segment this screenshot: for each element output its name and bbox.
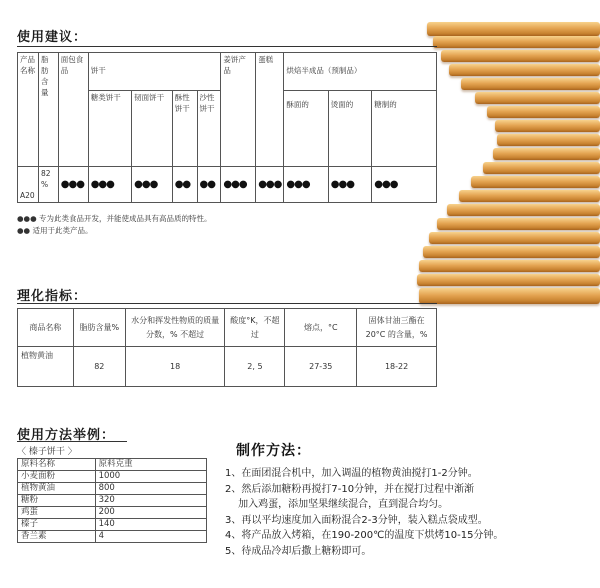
- header-scalded-dough: 烫面的: [328, 91, 371, 167]
- title-underline: [17, 46, 437, 47]
- header-baked-semi: 烘焙半成品（预制品）: [284, 53, 437, 91]
- header-ingredient-name: 原料名称: [18, 459, 96, 471]
- header-fat-content: 脂肪含量: [38, 53, 58, 167]
- solid-triglyceride-cell: 18-22: [357, 347, 437, 387]
- table-row: [18, 495, 207, 507]
- rating-dots-ginger-biscuit: ●●●: [221, 167, 256, 203]
- rating-dots-sugar-biscuit: ●●●: [88, 167, 131, 203]
- ingredient-weight: 800: [95, 483, 206, 495]
- ingredient-weight: 1000: [95, 471, 206, 483]
- recipe-name: 〈 榛子饼干 〉: [17, 447, 77, 457]
- melting-point-cell: 27-35: [285, 347, 357, 387]
- rating-dots-sugar-made: ●●●: [372, 167, 437, 203]
- ingredient-weight: 140: [95, 519, 206, 531]
- usage-suggestion-title: 使用建议：: [17, 30, 88, 45]
- rating-dots-cake: ●●●: [256, 167, 284, 203]
- header-sandy-biscuit: 沙性饼干: [197, 91, 221, 167]
- ingredient-weight: 4: [95, 531, 206, 543]
- ingredient-weight: 200: [95, 507, 206, 519]
- rating-dots-bread: ●●●: [58, 167, 88, 203]
- method-step: 4、将产品放入烤箱，在190-200℃的温度下烘烤10-15分钟。: [225, 530, 504, 541]
- method-step: 加入鸡蛋，添加坚果继续混合，直到混合均匀。: [225, 499, 449, 510]
- method-steps: [225, 466, 595, 559]
- legend-note-two-dots: ●● 适用于此类产品。: [17, 226, 93, 235]
- method-step: 1、在面团混合机中，加入调温的植物黄油搅打1-2分钟。: [225, 468, 478, 479]
- acidity-cell: 2, 5: [225, 347, 285, 387]
- title-underline: [17, 303, 437, 304]
- header-sugar-biscuit: 糖类饼干: [88, 91, 131, 167]
- ingredient-name: 鸡蛋: [18, 507, 96, 519]
- header-solid-triglyceride: 固体甘油三酯在 20°C 的含量，%: [357, 309, 437, 347]
- header-ingredient-weight: 原料克重: [95, 459, 206, 471]
- header-hard-biscuit: 韧面饼干: [132, 91, 173, 167]
- rating-dots-hard-biscuit: ●●●: [132, 167, 173, 203]
- ingredient-name: 榛子: [18, 519, 96, 531]
- header-product-name: 产品名称: [18, 53, 39, 167]
- rating-dots-scalded-dough: ●●●: [328, 167, 371, 203]
- header-commodity-name: 商品名称: [18, 309, 74, 347]
- physchem-title: 理化指标：: [17, 289, 88, 304]
- method-step: 2、然后添加糖粉再搅打7-10分钟，并在搅打过程中渐渐: [225, 483, 475, 495]
- method-step: 3、再以平均速度加入面粉混合2-3分钟，装入糕点袋成型。: [225, 514, 488, 526]
- table-row: [18, 531, 207, 543]
- ingredient-name: 植物黄油: [18, 483, 96, 495]
- header-crisp-biscuit: 酥性饼干: [172, 91, 197, 167]
- table-row: [18, 471, 207, 483]
- rating-dots-crisp-biscuit: ●●: [172, 167, 197, 203]
- header-puff-pastry: 酥面的: [284, 91, 328, 167]
- title-underline: [17, 441, 127, 442]
- header-moisture: 水分和挥发性物质的质量分数，% 不超过: [125, 309, 225, 347]
- ingredient-name: 香兰素: [18, 531, 96, 543]
- usage-suggestion-table: [17, 52, 437, 203]
- method-step: 5、待成品冷却后撒上糖粉即可。: [225, 545, 372, 557]
- table-row: [18, 507, 207, 519]
- usage-example-title: 使用方法举例：: [17, 428, 116, 443]
- header-cake: 蛋糕: [256, 53, 284, 167]
- table-row: [18, 483, 207, 495]
- table-row: [18, 519, 207, 531]
- product-name-cell: A20: [18, 167, 39, 203]
- header-biscuit: 饼干: [88, 53, 221, 91]
- header-bread: 面包食品: [58, 53, 88, 167]
- fat-content-cell: 82 %: [38, 167, 58, 203]
- rating-dots-puff-pastry: ●●●: [284, 167, 328, 203]
- commodity-name-cell: 植物黄油: [18, 347, 74, 387]
- ingredient-name: 糖粉: [18, 495, 96, 507]
- header-melting-point: 熔点，°C: [285, 309, 357, 347]
- header-acidity: 酸度°K，不超过: [225, 309, 285, 347]
- legend-note-three-dots: ●●● 专为此类食品开发，并能使成品具有高品质的特性。: [17, 214, 212, 223]
- rating-dots-sandy-biscuit: ●●: [197, 167, 221, 203]
- fat-percent-cell: 82: [73, 347, 125, 387]
- header-sugar-made: 糖制的: [372, 91, 437, 167]
- header-ginger-biscuit: 姜饼产品: [221, 53, 256, 167]
- recipe-ingredients-table: [17, 458, 207, 543]
- ingredient-name: 小麦面粉: [18, 471, 96, 483]
- moisture-cell: 18: [125, 347, 225, 387]
- ingredient-weight: 320: [95, 495, 206, 507]
- header-fat-percent: 脂肪含量%: [73, 309, 125, 347]
- physchem-table: [17, 308, 437, 387]
- method-title: 制作方法：: [236, 443, 311, 459]
